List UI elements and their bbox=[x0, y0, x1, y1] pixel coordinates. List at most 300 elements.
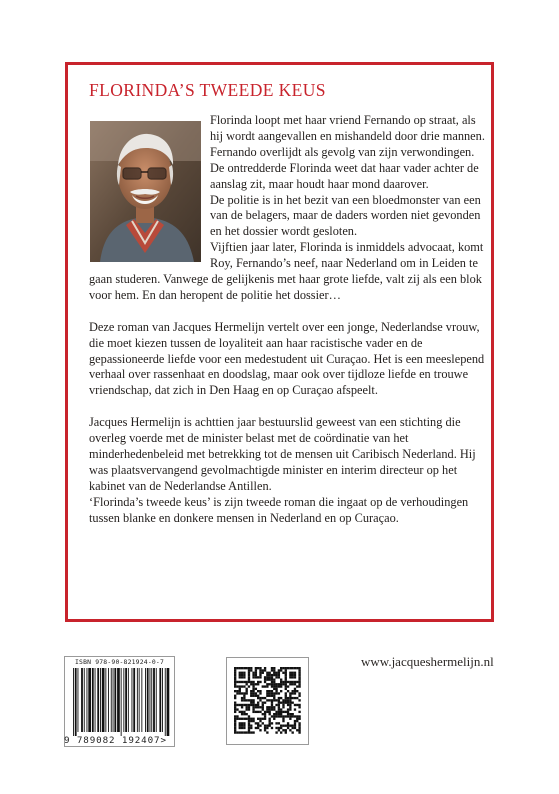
qr-module bbox=[248, 704, 250, 706]
qr-module bbox=[280, 715, 282, 717]
qr-module bbox=[292, 676, 294, 678]
qr-module bbox=[296, 690, 298, 692]
qr-module bbox=[252, 683, 254, 685]
qr-module bbox=[259, 697, 261, 699]
qr-module bbox=[264, 713, 266, 715]
qr-module bbox=[257, 702, 259, 704]
qr-module bbox=[264, 711, 266, 713]
qr-module bbox=[234, 672, 236, 674]
qr-module bbox=[266, 685, 268, 687]
qr-module bbox=[285, 669, 287, 671]
qr-module bbox=[280, 697, 282, 699]
qr-module bbox=[280, 667, 282, 669]
qr-module bbox=[266, 727, 268, 729]
qr-module bbox=[252, 720, 254, 722]
qr-module bbox=[257, 704, 259, 706]
qr-module bbox=[236, 704, 238, 706]
qr-module bbox=[285, 692, 287, 694]
qr-module bbox=[273, 667, 275, 669]
barcode-bar bbox=[128, 668, 129, 732]
qr-module bbox=[285, 681, 287, 683]
qr-module bbox=[271, 681, 273, 683]
qr-module bbox=[243, 697, 245, 699]
qr-module bbox=[275, 715, 277, 717]
qr-module bbox=[282, 681, 284, 683]
barcode-bar bbox=[125, 668, 127, 732]
qr-module bbox=[246, 706, 248, 708]
qr-module bbox=[266, 690, 268, 692]
qr-module bbox=[298, 672, 300, 674]
barcode-bar bbox=[137, 668, 138, 732]
qr-module bbox=[257, 711, 259, 713]
qr-module bbox=[285, 697, 287, 699]
qr-module bbox=[282, 672, 284, 674]
qr-module bbox=[262, 697, 264, 699]
qr-module bbox=[275, 727, 277, 729]
qr-module bbox=[287, 708, 289, 710]
qr-module bbox=[248, 667, 250, 669]
qr-module bbox=[241, 692, 243, 694]
qr-module bbox=[241, 685, 243, 687]
qr-module bbox=[243, 718, 245, 720]
qr-module bbox=[289, 681, 291, 683]
barcode-bar bbox=[147, 668, 149, 732]
qr-module bbox=[255, 676, 257, 678]
qr-module bbox=[298, 715, 300, 717]
qr-module bbox=[289, 692, 291, 694]
barcode-bar bbox=[102, 668, 105, 732]
qr-module bbox=[287, 690, 289, 692]
qr-module bbox=[278, 676, 280, 678]
qr-module bbox=[269, 676, 271, 678]
barcode-number: 9 789082 192407 bbox=[64, 735, 161, 746]
qr-module bbox=[257, 725, 259, 727]
qr-module bbox=[292, 667, 294, 669]
qr-module bbox=[269, 718, 271, 720]
qr-module bbox=[289, 718, 291, 720]
qr-module bbox=[294, 683, 296, 685]
book-title: FLORINDA’S TWEEDE KEUS bbox=[89, 80, 326, 100]
qr-module bbox=[269, 674, 271, 676]
qr-module bbox=[246, 692, 248, 694]
qr-module bbox=[262, 669, 264, 671]
qr-module bbox=[278, 692, 280, 694]
barcode-bar bbox=[108, 668, 109, 732]
qr-module bbox=[246, 708, 248, 710]
qr-module bbox=[280, 681, 282, 683]
qr-module bbox=[289, 676, 291, 678]
qr-module bbox=[287, 704, 289, 706]
qr-module bbox=[292, 727, 294, 729]
qr-module bbox=[257, 706, 259, 708]
qr-module bbox=[298, 718, 300, 720]
barcode-bar bbox=[162, 668, 163, 732]
qr-module bbox=[239, 731, 241, 733]
qr-module bbox=[255, 706, 257, 708]
qr-module bbox=[278, 702, 280, 704]
qr-module bbox=[243, 704, 245, 706]
qr-module bbox=[239, 688, 241, 690]
qr-module bbox=[273, 706, 275, 708]
qr-module bbox=[273, 697, 275, 699]
qr-module bbox=[252, 685, 254, 687]
barcode-bar bbox=[132, 668, 133, 732]
qr-module bbox=[285, 676, 287, 678]
qr-module bbox=[287, 681, 289, 683]
qr-module bbox=[250, 669, 252, 671]
qr-module bbox=[264, 667, 266, 669]
qr-module bbox=[234, 729, 236, 731]
qr-module bbox=[246, 731, 248, 733]
qr-module bbox=[285, 667, 287, 669]
qr-module bbox=[292, 672, 294, 674]
qr-module bbox=[282, 702, 284, 704]
qr-module bbox=[234, 722, 236, 724]
qr-module bbox=[250, 667, 252, 669]
qr-module bbox=[294, 722, 296, 724]
qr-module bbox=[287, 725, 289, 727]
qr-module bbox=[294, 681, 296, 683]
qr-module bbox=[298, 667, 300, 669]
qr-module bbox=[248, 685, 250, 687]
qr-module bbox=[239, 704, 241, 706]
isbn-barcode bbox=[64, 656, 175, 747]
qr-module bbox=[241, 676, 243, 678]
qr-module bbox=[296, 681, 298, 683]
qr-module bbox=[278, 669, 280, 671]
qr-module bbox=[278, 672, 280, 674]
qr-module bbox=[241, 731, 243, 733]
barcode-bar bbox=[100, 668, 101, 732]
qr-module bbox=[271, 679, 273, 681]
qr-module bbox=[248, 718, 250, 720]
qr-module bbox=[278, 674, 280, 676]
qr-module bbox=[292, 683, 294, 685]
barcode-bar bbox=[88, 668, 91, 732]
qr-module bbox=[292, 713, 294, 715]
qr-module bbox=[280, 690, 282, 692]
qr-module bbox=[234, 683, 236, 685]
barcode-digits bbox=[64, 735, 175, 746]
qr-module bbox=[264, 718, 266, 720]
qr-module bbox=[266, 706, 268, 708]
qr-module bbox=[236, 731, 238, 733]
qr-module bbox=[246, 690, 248, 692]
qr-module bbox=[273, 674, 275, 676]
qr-module bbox=[234, 679, 236, 681]
qr-module bbox=[287, 711, 289, 713]
qr-module bbox=[278, 722, 280, 724]
qr-module bbox=[271, 685, 273, 687]
qr-module bbox=[257, 683, 259, 685]
qr-module bbox=[241, 704, 243, 706]
qr-module bbox=[248, 731, 250, 733]
qr-module bbox=[280, 669, 282, 671]
qr-module bbox=[287, 667, 289, 669]
qr-module bbox=[298, 679, 300, 681]
qr-module bbox=[298, 731, 300, 733]
qr-module bbox=[259, 729, 261, 731]
qr-module bbox=[262, 722, 264, 724]
qr-module bbox=[292, 725, 294, 727]
qr-module bbox=[287, 685, 289, 687]
qr-module bbox=[287, 713, 289, 715]
qr-module bbox=[289, 729, 291, 731]
qr-module bbox=[259, 720, 261, 722]
barcode-bar bbox=[133, 668, 135, 732]
qr-module bbox=[262, 718, 264, 720]
qr-module bbox=[248, 715, 250, 717]
barcode-bar bbox=[139, 668, 140, 732]
qr-module bbox=[269, 672, 271, 674]
qr-module bbox=[255, 711, 257, 713]
barcode-bar bbox=[156, 668, 157, 732]
qr-module bbox=[239, 692, 241, 694]
qr-module bbox=[246, 667, 248, 669]
website-url: www.jacqueshermelijn.nl bbox=[361, 654, 494, 669]
qr-module bbox=[287, 715, 289, 717]
qr-module bbox=[259, 681, 261, 683]
qr-module bbox=[296, 720, 298, 722]
qr-module bbox=[239, 722, 241, 724]
qr-module bbox=[259, 699, 261, 701]
qr-module bbox=[278, 699, 280, 701]
qr-module bbox=[285, 685, 287, 687]
qr-module bbox=[255, 692, 257, 694]
qr-module bbox=[266, 711, 268, 713]
qr-module bbox=[241, 672, 243, 674]
qr-module bbox=[236, 718, 238, 720]
qr-module bbox=[252, 718, 254, 720]
qr-module bbox=[257, 676, 259, 678]
qr-module bbox=[266, 695, 268, 697]
qr-module bbox=[292, 731, 294, 733]
qr-module bbox=[296, 729, 298, 731]
qr-module bbox=[250, 699, 252, 701]
barcode-bar bbox=[165, 668, 166, 736]
qr-module bbox=[285, 711, 287, 713]
qr-module bbox=[248, 676, 250, 678]
qr-module bbox=[282, 715, 284, 717]
qr-module bbox=[271, 669, 273, 671]
qr-module bbox=[271, 704, 273, 706]
qr-module bbox=[275, 690, 277, 692]
qr-module bbox=[266, 672, 268, 674]
qr-module bbox=[241, 706, 243, 708]
qr-module bbox=[280, 685, 282, 687]
qr-module bbox=[255, 672, 257, 674]
qr-module bbox=[239, 711, 241, 713]
barcode-bar bbox=[105, 668, 106, 732]
qr-module bbox=[243, 713, 245, 715]
qr-module bbox=[255, 667, 257, 669]
qr-module bbox=[248, 674, 250, 676]
qr-module bbox=[298, 706, 300, 708]
qr-module bbox=[271, 692, 273, 694]
qr-module bbox=[294, 676, 296, 678]
qr-module bbox=[239, 676, 241, 678]
qr-module bbox=[264, 727, 266, 729]
qr-module bbox=[255, 704, 257, 706]
qr-module bbox=[269, 725, 271, 727]
qr-module bbox=[294, 690, 296, 692]
barcode-bar bbox=[111, 668, 112, 732]
qr-module bbox=[298, 676, 300, 678]
qr-module bbox=[296, 704, 298, 706]
qr-module bbox=[248, 669, 250, 671]
qr-module bbox=[250, 731, 252, 733]
qr-module bbox=[275, 676, 277, 678]
qr-module bbox=[264, 697, 266, 699]
qr-module bbox=[250, 692, 252, 694]
qr-module bbox=[252, 702, 254, 704]
qr-module bbox=[262, 706, 264, 708]
qr-module bbox=[273, 688, 275, 690]
qr-module bbox=[273, 669, 275, 671]
qr-module bbox=[243, 667, 245, 669]
qr-module bbox=[273, 685, 275, 687]
qr-module bbox=[289, 725, 291, 727]
qr-module bbox=[273, 679, 275, 681]
qr-module bbox=[264, 729, 266, 731]
qr-module bbox=[282, 725, 284, 727]
barcode-bar bbox=[159, 668, 161, 732]
qr-module bbox=[271, 667, 273, 669]
qr-module bbox=[289, 715, 291, 717]
qr-module bbox=[241, 727, 243, 729]
qr-module bbox=[259, 667, 261, 669]
qr-module bbox=[234, 667, 236, 669]
qr-module bbox=[278, 713, 280, 715]
qr-module bbox=[243, 692, 245, 694]
qr-module bbox=[243, 722, 245, 724]
qr-module bbox=[259, 706, 261, 708]
qr-module bbox=[255, 669, 257, 671]
qr-module bbox=[271, 706, 273, 708]
qr-module bbox=[248, 727, 250, 729]
qr-module bbox=[250, 720, 252, 722]
qr-module bbox=[269, 690, 271, 692]
qr-module bbox=[280, 725, 282, 727]
qr-module bbox=[278, 685, 280, 687]
qr-module bbox=[259, 718, 261, 720]
qr-module bbox=[234, 697, 236, 699]
qr-module bbox=[298, 669, 300, 671]
barcode-bar bbox=[121, 668, 122, 736]
qr-module bbox=[266, 676, 268, 678]
qr-module bbox=[259, 725, 261, 727]
qr-module bbox=[239, 685, 241, 687]
qr-module bbox=[275, 692, 277, 694]
qr-module bbox=[289, 699, 291, 701]
qr-module bbox=[246, 704, 248, 706]
qr-module bbox=[246, 683, 248, 685]
qr-module bbox=[264, 676, 266, 678]
qr-module bbox=[266, 683, 268, 685]
barcode-end-mark: > bbox=[160, 735, 167, 746]
qr-module bbox=[273, 672, 275, 674]
qr-module bbox=[280, 711, 282, 713]
qr-module bbox=[271, 683, 273, 685]
qr-module bbox=[236, 681, 238, 683]
qr-module bbox=[250, 683, 252, 685]
qr-module bbox=[271, 674, 273, 676]
qr-module bbox=[275, 683, 277, 685]
qr-module bbox=[294, 725, 296, 727]
qr-module bbox=[278, 715, 280, 717]
qr-module bbox=[273, 695, 275, 697]
qr-module bbox=[246, 699, 248, 701]
qr-module bbox=[280, 708, 282, 710]
qr-module bbox=[239, 718, 241, 720]
qr-module bbox=[255, 683, 257, 685]
qr-module bbox=[278, 711, 280, 713]
author-bio-paragraph: ‘Florinda’s tweede keus’ is zijn tweede roman die ingaat op de verhoudingen tussen blanke en donkere mensen in Nederland en op Curaçao. bbox=[89, 494, 469, 525]
barcode-bar bbox=[84, 668, 85, 732]
qr-module bbox=[282, 711, 284, 713]
qr-module bbox=[243, 685, 245, 687]
qr-module bbox=[239, 690, 241, 692]
qr-module bbox=[294, 704, 296, 706]
qr-module bbox=[243, 674, 245, 676]
qr-module bbox=[282, 704, 284, 706]
qr-module bbox=[298, 725, 300, 727]
qr-module bbox=[298, 674, 300, 676]
qr-module bbox=[252, 676, 254, 678]
qr-module bbox=[289, 683, 291, 685]
qr-module bbox=[275, 685, 277, 687]
qr-module bbox=[271, 702, 273, 704]
qr-module bbox=[266, 692, 268, 694]
barcode-bar bbox=[92, 668, 94, 732]
qr-module bbox=[289, 708, 291, 710]
qr-module bbox=[241, 681, 243, 683]
qr-module bbox=[266, 674, 268, 676]
qr-module bbox=[271, 708, 273, 710]
qr-module bbox=[292, 715, 294, 717]
qr-module bbox=[243, 727, 245, 729]
qr-module bbox=[236, 708, 238, 710]
qr-module bbox=[252, 681, 254, 683]
barcode-bar bbox=[75, 668, 77, 736]
qr-module bbox=[292, 697, 294, 699]
qr-module bbox=[264, 685, 266, 687]
barcode-bar bbox=[114, 668, 116, 732]
qr-module bbox=[294, 720, 296, 722]
qr-module bbox=[296, 667, 298, 669]
qr-module bbox=[275, 699, 277, 701]
qr-module bbox=[264, 715, 266, 717]
qr-module bbox=[259, 676, 261, 678]
qr-module bbox=[298, 683, 300, 685]
qr-module bbox=[287, 702, 289, 704]
qr-module bbox=[269, 699, 271, 701]
qr-module bbox=[275, 674, 277, 676]
qr-module bbox=[234, 695, 236, 697]
barcode-bar bbox=[167, 668, 170, 736]
qr-module bbox=[241, 674, 243, 676]
qr-module bbox=[269, 692, 271, 694]
qr-module bbox=[239, 667, 241, 669]
qr-module bbox=[269, 711, 271, 713]
qr-module bbox=[294, 727, 296, 729]
qr-module bbox=[275, 731, 277, 733]
qr-module bbox=[236, 685, 238, 687]
qr-module bbox=[298, 695, 300, 697]
qr-module bbox=[234, 725, 236, 727]
qr-module bbox=[241, 711, 243, 713]
qr-module bbox=[285, 715, 287, 717]
